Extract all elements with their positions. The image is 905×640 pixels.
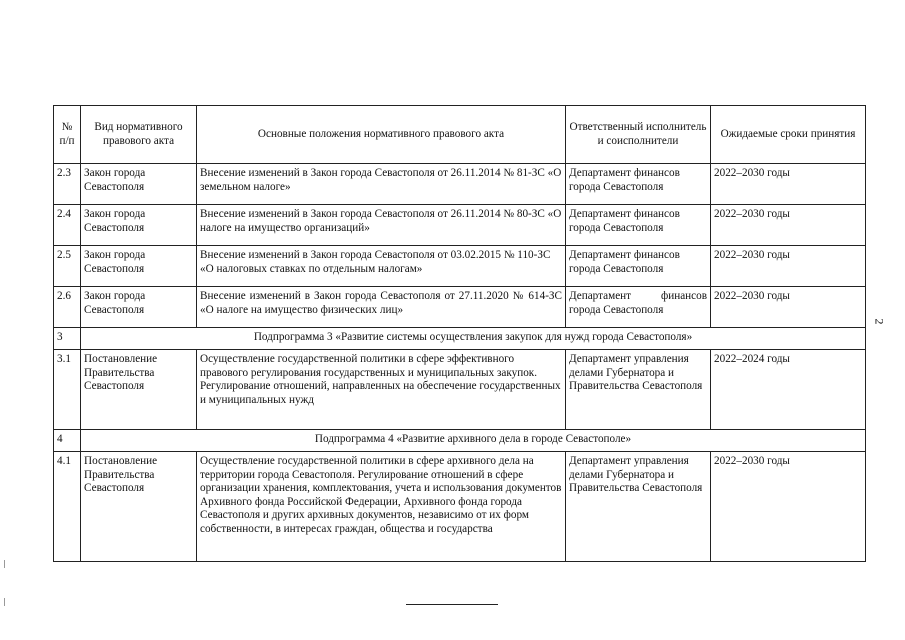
row-terms: 2022–2030 годы [711, 205, 866, 246]
row-act-type: Закон города Севастополя [81, 164, 197, 205]
subprogram-title: Подпрограмма 4 «Развитие архивного дела в городе Севастополе» [81, 430, 866, 452]
subprogram-row [54, 328, 866, 350]
normative-acts-table [53, 105, 866, 562]
row-responsible: Департамент финансов города Севастополя [566, 287, 711, 328]
subprogram-num: 4 [54, 430, 81, 452]
row-num: 2.4 [54, 205, 81, 246]
subprogram-title: Подпрограмма 3 «Развитие системы осуществления закупок для нужд города Севастополя» [81, 328, 866, 350]
table-row [54, 452, 866, 562]
row-act-type: Постановление Правительства Севастополя [81, 452, 197, 562]
footer-divider [406, 604, 498, 605]
row-act-content: Осуществление государственной политики в сфере архивного дела на территории города Севастополя. Регулирование отношений в сфере организации хранения, комплектования, учета и использования документов Архивного фонда Российской Федерации, Архивного фонда города Севастополя и других архивных документов, независимо от их форм собственности, в интересах граждан, общества и государства [197, 452, 566, 562]
page-number: 2 [872, 318, 887, 325]
row-responsible: Департамент финансов города Севастополя [566, 164, 711, 205]
header-responsible: Ответственный исполнитель и соисполнители [566, 106, 711, 164]
row-num: 2.6 [54, 287, 81, 328]
row-responsible: Департамент управления делами Губернатора и Правительства Севастополя [566, 350, 711, 430]
scan-edge-mark [4, 598, 5, 606]
row-num: 3.1 [54, 350, 81, 430]
row-terms: 2022–2030 годы [711, 287, 866, 328]
row-responsible: Департамент финансов города Севастополя [566, 205, 711, 246]
header-num: № п/п [54, 106, 81, 164]
table-row [54, 164, 866, 205]
row-num: 4.1 [54, 452, 81, 562]
row-act-content: Внесение изменений в Закон города Севастополя от 26.11.2014 № 80-ЗС «О налоге на имущество организаций» [197, 205, 566, 246]
scan-edge-mark [4, 560, 5, 568]
content-paragraph: Регулирование отношений, направленных на обеспечение государственных и муниципальных нужд [200, 380, 561, 406]
table-row [54, 246, 866, 287]
row-act-content: Внесение изменений в Закон города Севастополя от 03.02.2015 № 110-ЗС «О налоговых ставках по отдельным налогам» [197, 246, 566, 287]
content-paragraph: Осуществление государственной политики в сфере эффективного правового регулирования государственных и муниципальных закупок. [200, 353, 538, 379]
subprogram-row [54, 430, 866, 452]
subprogram-num: 3 [54, 328, 81, 350]
row-responsible: Департамент финансов города Севастополя [566, 246, 711, 287]
header-act-content: Основные положения нормативного правового акта [197, 106, 566, 164]
header-terms: Ожидаемые сроки принятия [711, 106, 866, 164]
row-terms: 2022–2030 годы [711, 164, 866, 205]
row-act-type: Закон города Севастополя [81, 246, 197, 287]
table-row [54, 205, 866, 246]
header-act-type: Вид нормативного правового акта [81, 106, 197, 164]
row-act-content: Внесение изменений в Закон города Севастополя от 26.11.2014 № 81-ЗС «О земельном налоге» [197, 164, 566, 205]
row-act-type: Закон города Севастополя [81, 205, 197, 246]
row-terms: 2022–2030 годы [711, 452, 866, 562]
row-act-type: Постановление Правительства Севастополя [81, 350, 197, 430]
row-terms: 2022–2024 годы [711, 350, 866, 430]
table-header-row [54, 106, 866, 164]
row-act-type: Закон города Севастополя [81, 287, 197, 328]
table-row [54, 350, 866, 430]
row-num: 2.5 [54, 246, 81, 287]
row-act-content [197, 350, 566, 430]
row-num: 2.3 [54, 164, 81, 205]
row-act-content: Внесение изменений в Закон города Севастополя от 27.11.2020 № 614-ЗС «О налоге на имущество физических лиц» [197, 287, 566, 328]
row-responsible: Департамент управления делами Губернатора и Правительства Севастополя [566, 452, 711, 562]
row-terms: 2022–2030 годы [711, 246, 866, 287]
table-row [54, 287, 866, 328]
